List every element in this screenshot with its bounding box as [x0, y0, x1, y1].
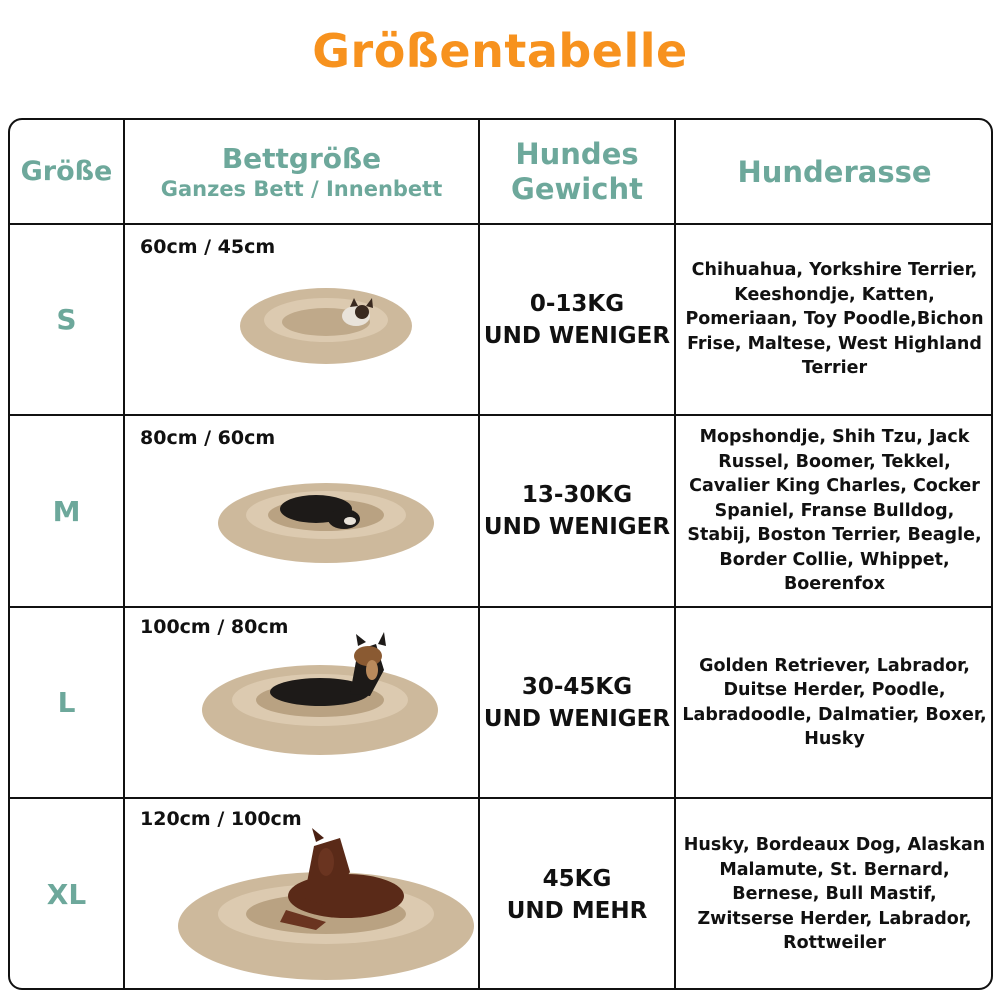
dog-weight: [480, 225, 674, 414]
black-tan-dog-on-bed-image: [200, 630, 450, 758]
header-bed-title: Bettgröße: [221, 141, 382, 175]
size-label: L: [57, 686, 76, 719]
header-bed-size: [125, 120, 478, 223]
header-breed: Hunderasse: [737, 154, 932, 189]
black-dog-sleeping-on-bed-image: [216, 475, 436, 565]
weight-value: 45KG: [542, 865, 612, 892]
bed-dimensions: 120cm / 100cm: [140, 808, 302, 830]
breed-list: Chihuahua, Yorkshire Terrier, Keeshondje, Katten, Pomeriaan, Toy Poodle,Bichon Frise, Maltese, West Highland Terrier: [685, 260, 984, 379]
size-table: [8, 118, 993, 990]
weight-qualifier: UND WENIGER: [483, 514, 671, 540]
header-size: Größe: [20, 156, 113, 187]
weight-qualifier: UND WENIGER: [483, 322, 671, 349]
header-weight: [480, 120, 674, 223]
column-divider: [123, 120, 125, 988]
bed-dimensions: 80cm / 60cm: [140, 427, 276, 449]
doberman-on-bed-image: [176, 826, 476, 986]
bed-dimensions: 100cm / 80cm: [140, 616, 289, 638]
breed-list: Golden Retriever, Labrador, Duitse Herder, Poodle, Labradoodle, Dalmatier, Boxer, Husky: [682, 655, 987, 749]
size-label: S: [56, 303, 77, 336]
dog-weight: [480, 799, 674, 990]
header-weight-line1: Hundes: [515, 136, 639, 171]
weight-value: 0-13KG: [529, 290, 625, 317]
size-label: XL: [46, 878, 87, 911]
weight-value: 13-30KG: [521, 482, 633, 508]
small-dog-on-bed-image: [238, 280, 414, 366]
header-bed-subtitle: Ganzes Bett / Innenbett: [160, 176, 443, 201]
dog-weight: [480, 608, 674, 797]
breed-list: Husky, Bordeaux Dog, Alaskan Malamute, St. Bernard, Bernese, Bull Mastif, Zwitserse Herder, Labrador, Rottweiler: [683, 835, 986, 954]
page-title: Größentabelle: [312, 24, 688, 78]
weight-qualifier: UND MEHR: [506, 897, 648, 924]
breed-list: Mopshondje, Shih Tzu, Jack Russel, Boomer, Tekkel, Cavalier King Charles, Cocker Spaniel, Franse Bulldog, Stabij, Boston Terrier, Beagle, Border Collie, Whippet, Boerenfox: [687, 427, 982, 595]
bed-dimensions: 60cm / 45cm: [140, 236, 276, 258]
dog-weight: [480, 416, 674, 606]
header-weight-line2: Gewicht: [511, 171, 643, 206]
size-label: M: [52, 494, 81, 528]
weight-qualifier: UND WENIGER: [483, 705, 671, 732]
weight-value: 30-45KG: [521, 673, 633, 700]
